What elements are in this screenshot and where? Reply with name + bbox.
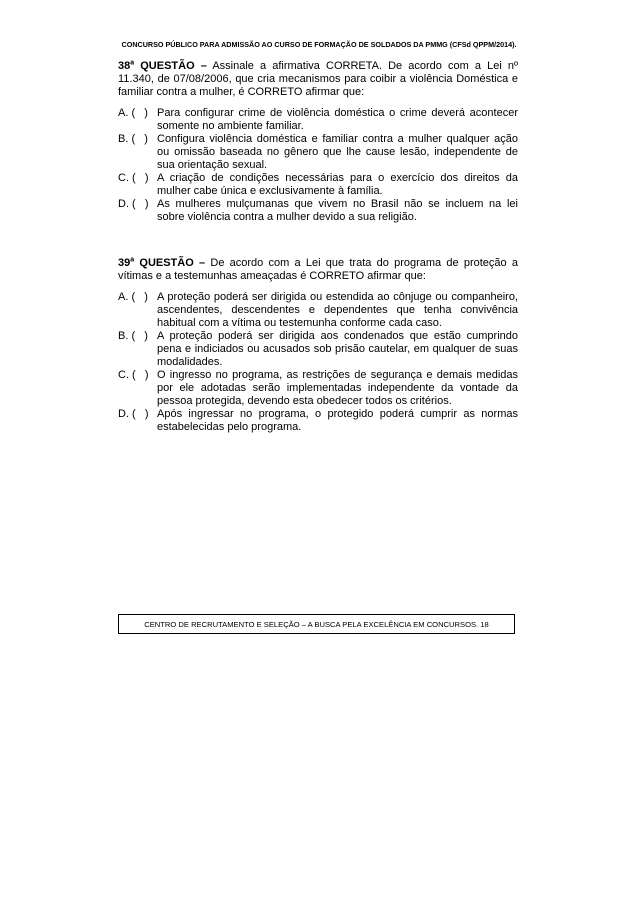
question-38	[118, 60, 518, 224]
option-text: A proteção poderá ser dirigida ou estendida ao cônjuge ou companheiro, ascendentes, descendentes e dependentes que tenha convivência habitual com a vítima ou testemunha conforme cada caso.	[157, 291, 518, 329]
question-text: Assinale a afirmativa CORRETA. De acordo com a Lei nº 11.340, de 07/08/2006, que cria mecanismos para coibir a violência Doméstica e familiar contra a mulher, é CORRETO afirmar que:	[118, 60, 518, 98]
option-b[interactable]	[118, 330, 518, 369]
question-stem	[118, 60, 518, 99]
option-text: Configura violência doméstica e familiar contra a mulher qualquer ação ou omissão baseada no gênero que lhe cause lesão, independente de sua orientação sexual.	[157, 133, 518, 171]
option-letter: B. ( )	[118, 330, 148, 342]
header-title: CONCURSO PÚBLICO PARA ADMISSÃO AO CURSO DE FORMAÇÃO DE SOLDADOS DA PMMG (CFSd QPPM/2014).	[121, 40, 517, 49]
option-d[interactable]	[118, 198, 518, 224]
footer-text: CENTRO DE RECRUTAMENTO E SELEÇÃO – A BUSCA PELA EXCELÊNCIA EM CONCURSOS.	[144, 619, 479, 629]
option-letter: B. ( )	[118, 133, 148, 145]
question-number: 39$^a$ QUESTÃO –	[118, 256, 206, 269]
question-stem	[118, 257, 518, 283]
option-letter: D. ( )	[118, 408, 149, 420]
option-text: A proteção poderá ser dirigida aos condenados que estão cumprindo pena e indiciados ou acusados sob prisão cautelar, em qualquer de suas modalidades.	[157, 330, 518, 368]
option-letter: D. ( )	[118, 198, 149, 210]
question-39	[118, 257, 518, 434]
option-letter: A. ( )	[118, 291, 148, 303]
option-text: Para configurar crime de violência doméstica o crime deverá acontecer somente no ambiente familiar.	[157, 107, 518, 132]
question-text: De acordo com a Lei que trata do programa de proteção a vítimas e a testemunhas ameaçadas é CORRETO afirmar que:	[118, 257, 519, 282]
page-header	[0, 40, 638, 49]
option-letter: C. ( )	[118, 369, 149, 381]
option-b[interactable]	[118, 133, 518, 172]
page-number: 18	[480, 619, 489, 629]
question-number: 38$^a$ QUESTÃO –	[118, 59, 207, 72]
option-letter: A. ( )	[118, 107, 148, 119]
option-text: Após ingressar no programa, o protegido poderá cumprir as normas estabelecidas pelo programa.	[157, 408, 518, 433]
option-a[interactable]	[118, 291, 518, 330]
option-text: A criação de condições necessárias para o exercício dos direitos da mulher cabe única e exclusivamente à família.	[157, 172, 518, 197]
option-a[interactable]	[118, 107, 518, 133]
page-footer	[118, 614, 515, 634]
option-letter: C. ( )	[118, 172, 149, 184]
option-d[interactable]	[118, 408, 518, 434]
option-text: As mulheres mulçumanas que vivem no Brasil não se incluem na lei sobre violência contra a mulher devido a sua religião.	[157, 198, 518, 223]
option-c[interactable]	[118, 369, 518, 408]
option-text: O ingresso no programa, as restrições de segurança e demais medidas por ele adotadas serão implementadas independente da vontade da pessoa protegida, devendo esta obedecer todos os critérios.	[157, 369, 518, 407]
option-c[interactable]	[118, 172, 518, 198]
